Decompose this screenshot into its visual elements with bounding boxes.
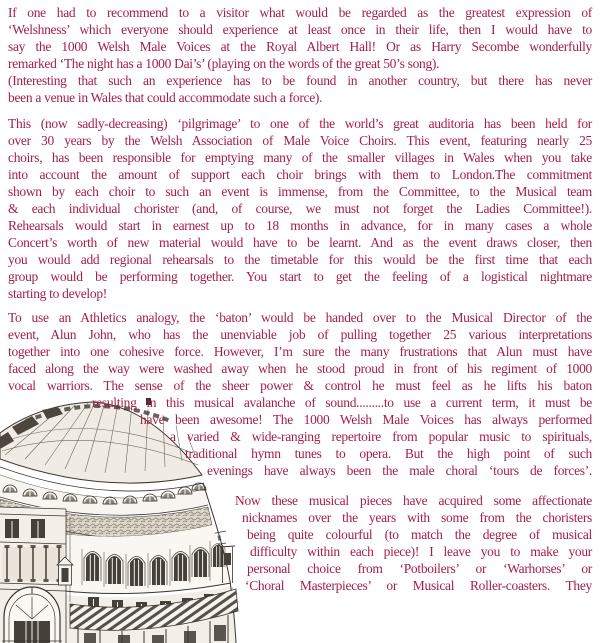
text-line: over 30 years by the Welsh Association of Male Voice Choirs. This event, featuring nearly 25 [8, 133, 592, 148]
text-line: remarked ‘The night has a 1000 Dai’s’ (playing on the words of the great 50’s song). [8, 56, 440, 71]
paragraph-1 [8, 4, 592, 106]
text-line: a varied & wide-ranging repertoire from popular music to spirituals, [170, 429, 592, 444]
text-line: have been awesome! The 1000 Welsh Male Voices has always performed [140, 412, 592, 427]
text-line: evenings have always been the male choral ‘tours de forces’. [207, 463, 592, 478]
text-line: shown by each choir to such an event is immense, from the Committee, to the Musical team [8, 184, 592, 199]
text-line: together into one cohesive force. However, I’m sure the many frustrations that Alun must have [8, 344, 592, 359]
text-line: group would be performing together. You start to get the feeling of a logistical nightmare [8, 269, 592, 284]
text-line: choirs, has been responsible for emptying many of the smaller villages in Wales when you take [8, 150, 592, 165]
text-line: event, Alun John, who has the unenviable job of pulling together 25 various interpretations [8, 327, 592, 342]
text-line: To use an Athletics analogy, the ‘baton’ would be handed over to the Musical Director of the [8, 310, 592, 325]
text-line: vocal warriors. The sense of the sheer power & control he must feel as he lifts his baton [8, 378, 592, 393]
text-line: Rehearsals would start in earnest up to 18 months in advance, for in many cases a whole [8, 218, 592, 233]
text-line: being quite colourful (to match the degree of musical [247, 527, 592, 542]
text-line: difficulty within each piece)! I leave you to make your [250, 544, 592, 559]
paragraph-3 [8, 309, 592, 479]
text-line: faced along the way were washed away when he stood proud in front of his regiment of 1000 [8, 361, 592, 376]
text-line: traditional hymn tunes to opera. But the high point of such [185, 446, 592, 461]
text-line: ‘Choral Masterpieces’ or Musical Roller-coasters. They [245, 578, 592, 593]
text-line: ‘Welshness’ which everyone should experience at least once in their life, then I would have to [8, 22, 592, 37]
text-line: Now these musical pieces have acquired some affectionate [235, 493, 592, 508]
text-line: Concert’s worth of new material would have to be learnt. And as the event draws closer, then [8, 235, 592, 250]
text-line: into account the amount of support each choir brings with them to London.The commitment [8, 167, 592, 182]
text-line: (Interesting that such an experience has to be found in another country, but there has never [8, 73, 592, 88]
text-line: If one had to recommend to a visitor what would be regarded as the greatest expression of [8, 5, 592, 20]
text-line: resulting in this musical avalanche of sound.........to use a current term, it must be [92, 395, 592, 410]
text-line: personal choice from ‘Potboilers’ or ‘Warhorses’ or [247, 561, 592, 576]
text-line: This (now sadly-decreasing) ‘pilgrimage’ to one of the world’s great auditoria has been held for [8, 116, 592, 131]
text-line: nicknames over the years with some from the choristers [242, 510, 592, 525]
paragraph-2 [8, 115, 592, 302]
text-line: & each individual chorister (and, of course, we must not forget the Ladies Committee!). [8, 201, 592, 216]
paragraph-4 [8, 492, 592, 594]
text-line: say the 1000 Welsh Male Voices at the Royal Albert Hall! Or as Harry Secombe wonderfully [8, 39, 592, 54]
text-line: been a venue in Wales that could accommodate such a force). [8, 90, 323, 105]
text-line: starting to develop! [8, 286, 107, 301]
text-line: you would add regional rehearsals to the timetable for this would be the first time that each [8, 252, 592, 267]
